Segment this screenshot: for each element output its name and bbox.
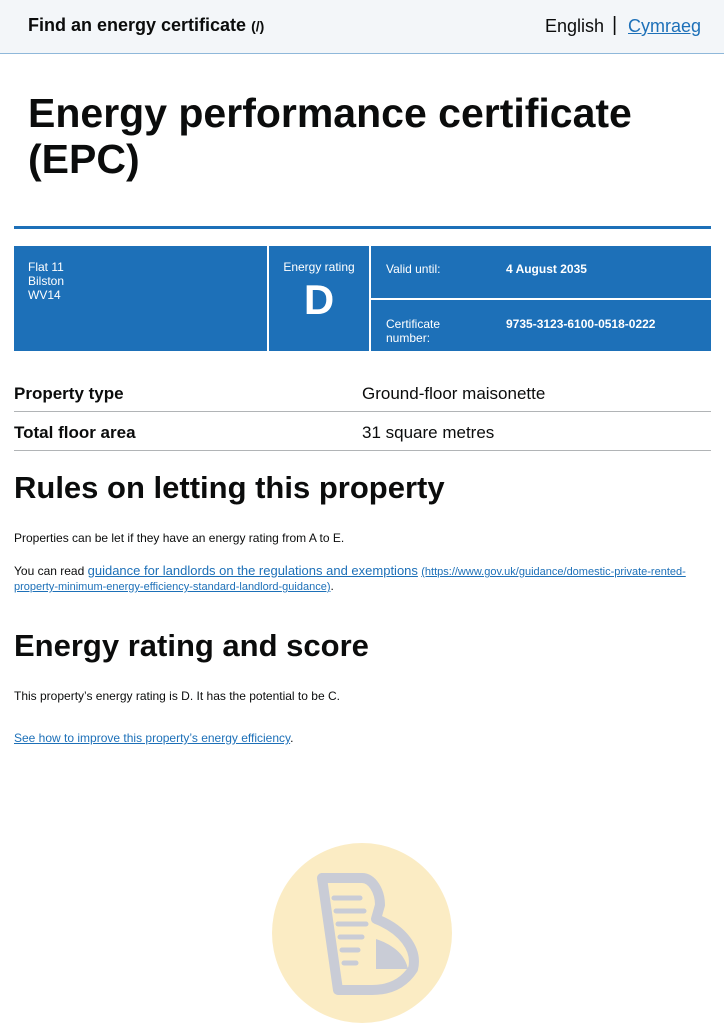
certificate-number-label-line2: number: — [386, 331, 431, 345]
address-line-1: Flat 11 — [28, 260, 64, 274]
language-separator: | — [612, 14, 618, 36]
certificate-number-panel — [371, 300, 711, 351]
floor-area-row — [14, 412, 711, 451]
floor-area-label: Total floor area — [14, 423, 136, 442]
page-title: Energy performance certificate (EPC) — [28, 90, 632, 182]
improve-efficiency-link[interactable]: See how to improve this property’s energy efficiency — [14, 731, 291, 745]
valid-until-label: Valid until: — [386, 262, 441, 276]
language-english: English — [545, 16, 605, 36]
service-link-suffix: (/) — [251, 18, 265, 34]
guidance-prefix: You can read — [14, 564, 88, 578]
service-name-link[interactable] — [28, 15, 264, 36]
service-name: Find an energy certificate — [28, 15, 247, 35]
floor-area-value: 31 square metres — [362, 423, 495, 442]
guidance-url-link[interactable]: (https://www.gov.uk/guidance/domestic-private-rented-property-minimum-energy-efficiency-standard-landlord-guidance) — [14, 566, 686, 593]
energy-rating-label: Energy rating — [283, 260, 355, 274]
certificate-number-label — [386, 317, 440, 345]
property-type-value: Ground-floor maisonette — [362, 384, 546, 403]
watermark-badge — [272, 843, 452, 1023]
property-type-row — [14, 373, 711, 412]
letting-rule-text: Properties can be let if they have an energy rating from A to E. — [14, 531, 345, 545]
address-line-2: Bilston — [28, 274, 65, 288]
energy-rating-letter: D — [303, 276, 335, 323]
property-type-label: Property type — [14, 384, 124, 403]
energy-rating-panel — [269, 246, 369, 351]
guidance-link[interactable]: guidance for landlords on the regulations and exemptions — [87, 563, 418, 578]
address-panel — [14, 246, 267, 351]
energy-rating-heading: Energy rating and score — [14, 628, 369, 663]
site-header — [0, 0, 724, 54]
document-logo-icon — [272, 843, 452, 1023]
title-divider — [14, 226, 711, 229]
guidance-suffix: . — [330, 579, 334, 593]
improve-text — [14, 731, 704, 745]
valid-until-value: 4 August 2035 — [506, 262, 587, 276]
certificate-number-value: 9735-3123-6100-0518-0222 — [506, 317, 656, 331]
certificate-number-label-line1: Certificate — [386, 317, 441, 331]
valid-until-panel — [371, 246, 711, 298]
letting-heading: Rules on letting this property — [14, 470, 445, 505]
address-line-3: WV14 — [28, 288, 61, 302]
language-welsh-link[interactable]: Cymraeg — [628, 16, 702, 36]
letting-guidance-text — [14, 564, 704, 594]
energy-rating-text: This property’s energy rating is D. It has the potential to be C. — [14, 689, 340, 703]
improve-suffix: . — [290, 731, 294, 745]
